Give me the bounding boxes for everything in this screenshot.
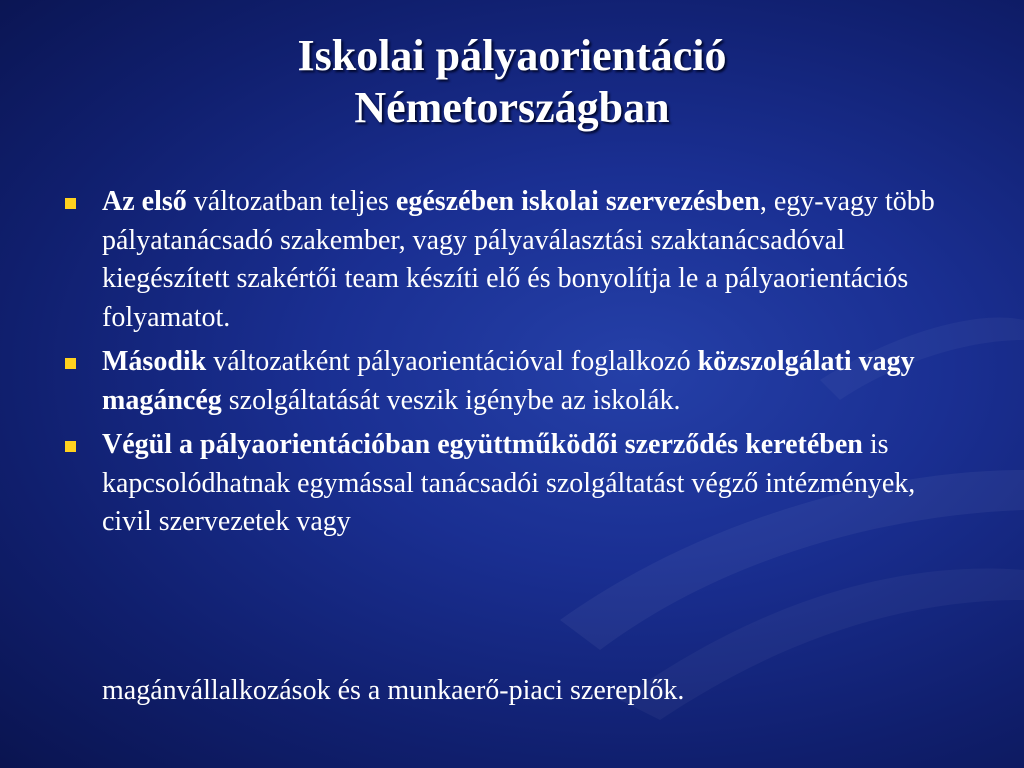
bullet-text: , egy-vagy több pályatanácsadó szakember, vagy pályaválasztási szaktanácsadóval kiegészített szakértői team készíti elő és bonyolítja le a pályaorientációs folyamatot. — [102, 186, 935, 333]
bullet-bold-text: egészében iskolai szervezésben — [395, 186, 760, 217]
bullet-bold-text: Végül a pályaorientációban együttműködői szerződés keretében — [102, 429, 863, 460]
bullet-item — [60, 343, 950, 420]
bullet-bold-text: közszolgálati vagy magáncég — [102, 346, 915, 416]
bullet-list — [60, 183, 950, 548]
bullet-bold-text: Második — [102, 346, 207, 377]
bullet-bold-text: Az első — [102, 186, 187, 217]
title-line-2: Németországban — [354, 82, 670, 132]
square-bullet-icon — [65, 441, 76, 452]
bullet-text: szolgáltatását veszik igénybe az iskolák. — [221, 384, 681, 416]
bullet-item — [60, 183, 950, 337]
title-line-1: Iskolai pályaorientáció — [297, 31, 727, 80]
bullet-text: változatban teljes — [186, 186, 396, 217]
square-bullet-icon — [65, 358, 76, 369]
square-bullet-icon — [65, 198, 76, 209]
slide-title — [0, 30, 1024, 134]
bullet-item — [60, 426, 950, 542]
bullet-continuation-text: magánvállalkozások és a munkaerő-piaci szereplők. — [102, 675, 685, 706]
bullet-text: változatként pályaorientációval foglalkozó — [206, 346, 698, 377]
bullet-text: is kapcsolódhatnak egymással tanácsadói szolgáltatást végző intézmények, civil szervezetek vagy — [102, 429, 916, 537]
